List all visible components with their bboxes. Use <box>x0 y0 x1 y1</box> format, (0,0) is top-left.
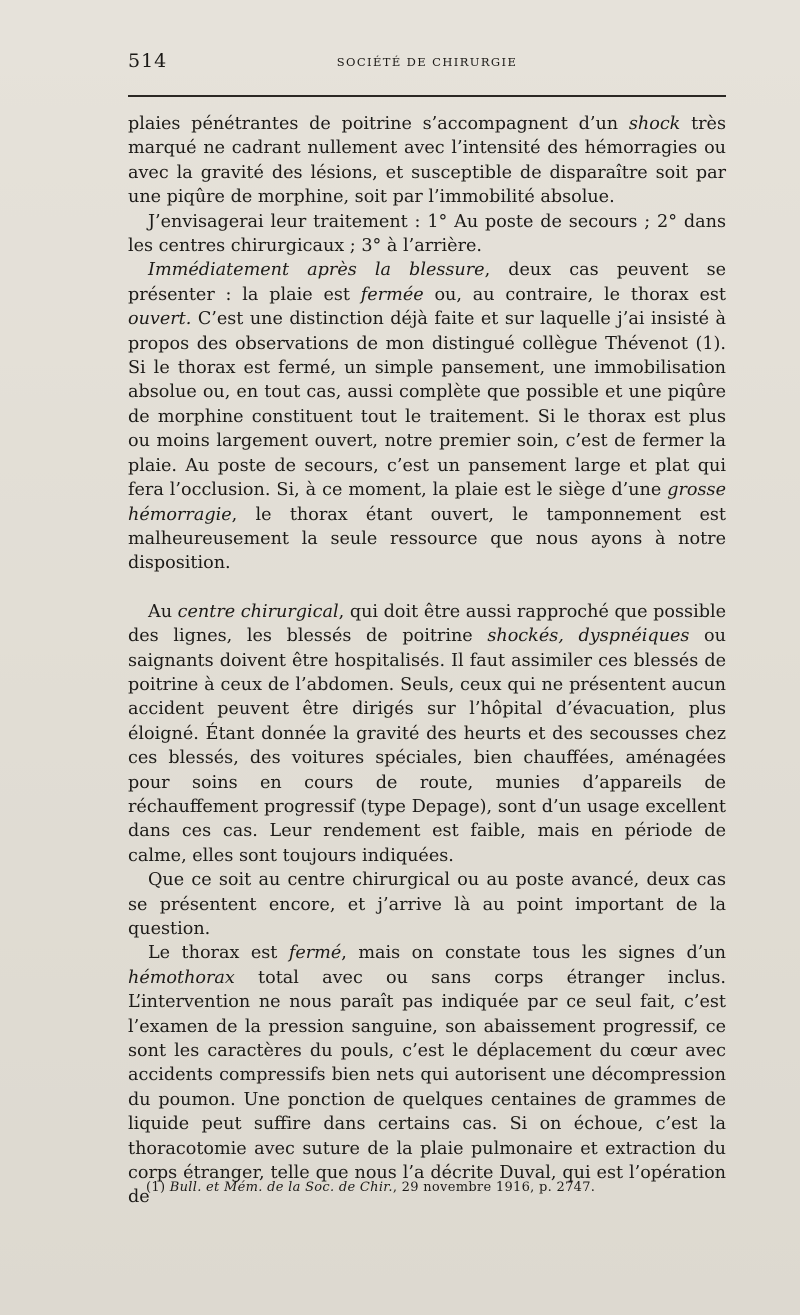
italic-run: fermé <box>288 943 342 964</box>
italic-run: shockés, dyspnéiques <box>487 626 690 647</box>
text-run: , 29 novembre 1916, p. 2747. <box>392 1180 596 1195</box>
italic-run: ouvert. <box>128 309 192 330</box>
text-run: , deux cas peuvent se présenter : la plaie est <box>128 260 727 305</box>
paragraph <box>128 112 726 210</box>
text-run: J’envisagerai leur traitement : 1° Au poste de secours ; 2° dans les centres chirurgicaux ; 3° à l’arrière. <box>128 211 726 257</box>
italic-run: grosse hémorragie <box>128 480 726 525</box>
text-run: ou saignants doivent être hospitalisés. Il faut assimiler ces blessés de poitrine à ceux de l’abdomen. Seuls, ceux qui ne présentent aucun accident peuvent être dirigés sur l’hôpital d’évacuation, plus éloigné. Étant donnée la gravité des heurts et des secousses chez ces blessés, des voitures spéciales, bien chauffées, aménagées pour soins en cours de route, munies d’appareils de réchauffement progressif (type Depage), sont d’un usage excellent dans ces cas. Leur rendement est faible, mais en période de calme, elles sont toujours indiquées. <box>128 626 726 866</box>
text-run: plaies pénétrantes de poitrine s’accompagnent d’un <box>128 114 629 134</box>
body-text <box>128 112 726 1210</box>
text-run: , le thorax étant ouvert, le tamponnement est malheureusement la seule ressource que nous ayons à notre disposition. <box>128 504 726 574</box>
italic-run: Bull. et Mém. de la Soc. de Chir. <box>169 1180 393 1195</box>
text-run: (1) <box>146 1180 170 1195</box>
footnote <box>146 1180 726 1195</box>
text-run: Le thorax est <box>148 943 289 964</box>
header-rule <box>128 95 726 97</box>
text-run: total avec ou sans corps étranger inclus. L’intervention ne nous paraît pas indiquée par ce seul fait, c’est l’examen de la pression sanguine, son abaissement progressif, ce sont les caractères du pouls, c’est le déplacement du cœur avec accidents compressifs bien nets qui autorisent une décompression du poumon. Une ponction de quelques centaines de grammes de liquide peut suffire dans certains cas. Si on échoue, c’est la thoracotomie avec suture de la plaie pulmonaire et extraction du corps étranger, telle que nous l’a décrite Duval, qui est l’opération de <box>128 967 726 1208</box>
italic-run: hémothorax <box>128 967 235 988</box>
italic-run: Immédiatement après la blessure <box>148 260 485 281</box>
text-run: C’est une distinction déjà faite et sur laquelle j’ai insisté à propos des observations de mon distingué collègue Thévenot (1). Si le thorax est fermé, un simple pansement, une immobilisation absolue ou, en tout cas, aussi complète que possible et une piqûre de morphine constituent tout le traitement. Si le thorax est plus ou moins largement ouvert, notre premier soin, c’est de fermer la plaie. Au poste de secours, c’est un pansement large et plat qui fera l’occlusion. Si, à ce moment, la plaie est le siège d’une <box>128 309 726 501</box>
text-run: très marqué ne cadrant nullement avec l’intensité des hémorragies ou avec la gravité des lésions, et susceptible de disparaître soit par une piqûre de morphine, soit par l’immobilité absolue. <box>128 114 727 208</box>
paragraph <box>128 600 726 868</box>
text-run: , qui doit être aussi rapproché que possible des lignes, les blessés de poitrine <box>128 601 726 647</box>
paragraph <box>128 258 726 575</box>
italic-run: centre chirurgical <box>177 601 339 622</box>
running-title: SOCIÉTÉ DE CHIRURGIE <box>336 55 518 69</box>
paragraph <box>128 868 726 941</box>
text-run: ou, au contraire, le thorax est <box>423 284 727 305</box>
italic-run: fermée <box>360 284 424 305</box>
paragraph <box>128 941 726 1209</box>
text-run: , mais on constate tous les signes d’un <box>341 943 727 964</box>
italic-run: shock <box>628 114 681 134</box>
text-run: Que ce soit au centre chirurgical ou au poste avancé, deux cas se présentent encore, et j’arrive là au point important de la question. <box>128 870 726 939</box>
running-head <box>128 50 726 74</box>
page-number: 514 <box>128 50 168 72</box>
paragraph <box>128 210 726 259</box>
text-run: Au <box>148 601 178 622</box>
